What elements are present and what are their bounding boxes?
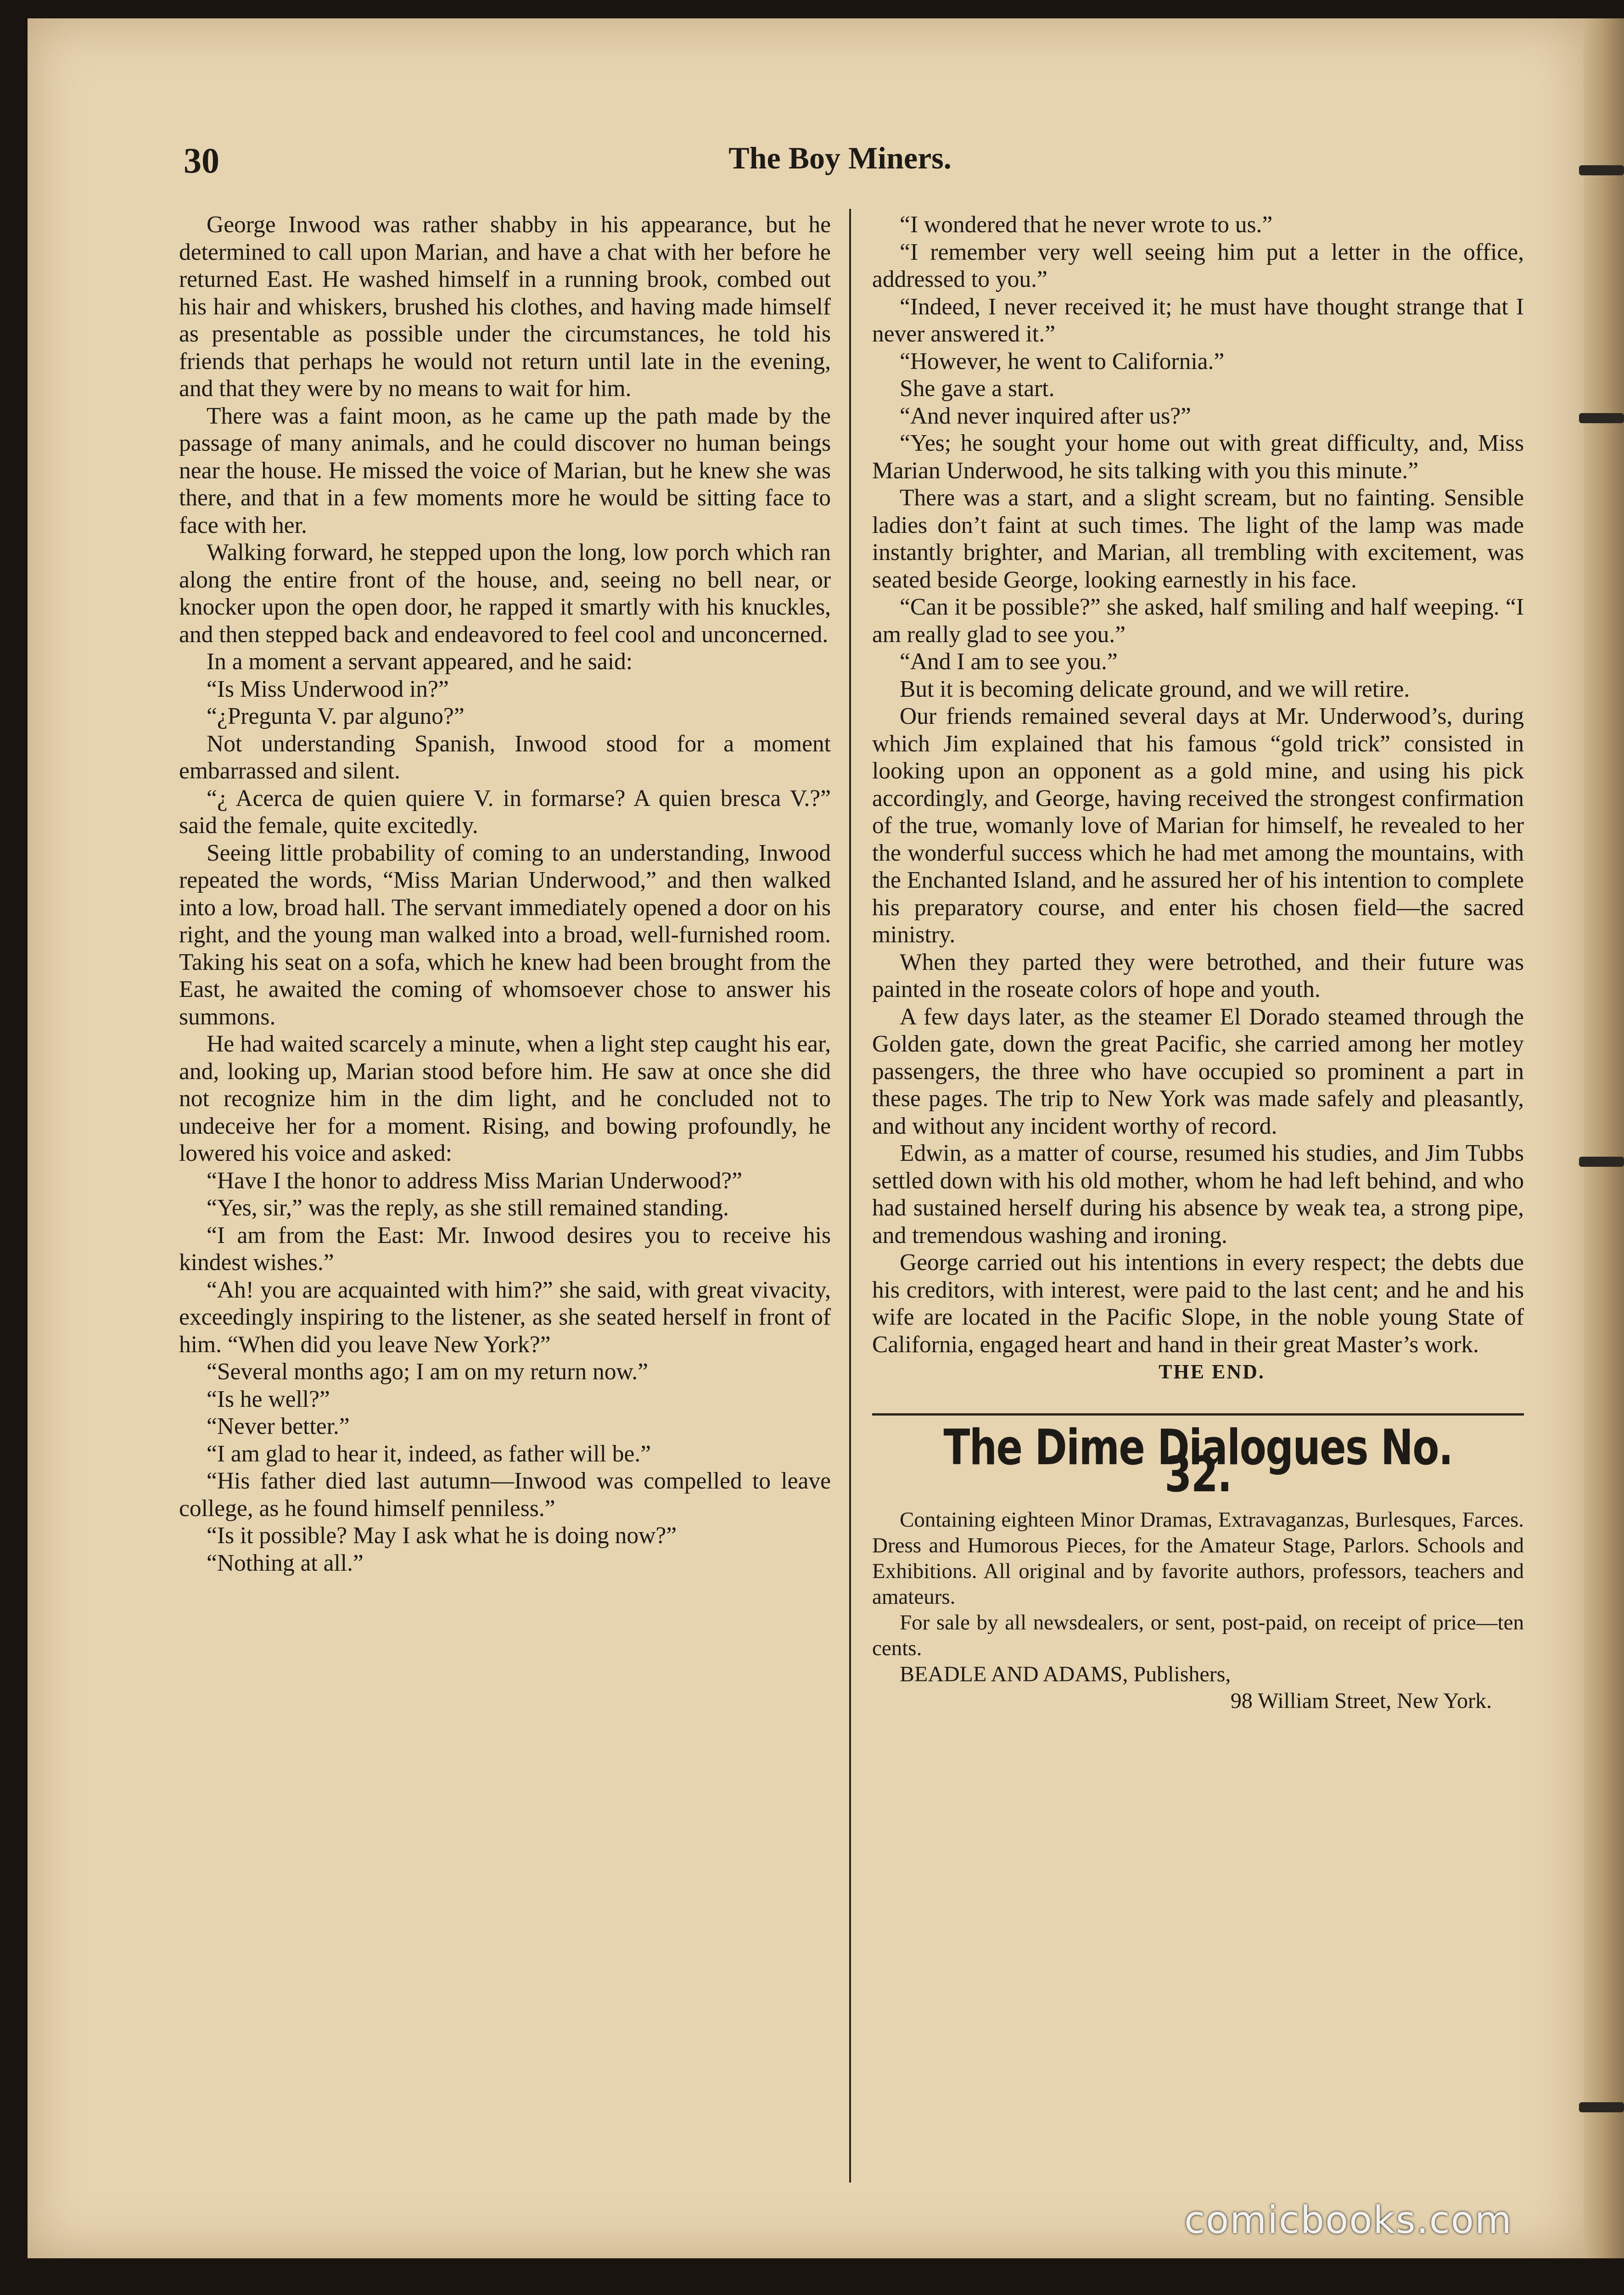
page-number: 30 <box>184 140 219 180</box>
ad-publisher: BEADLE AND ADAMS, Publishers, <box>900 1662 1231 1686</box>
paragraph: When they parted they were betrothed, and their future was painted in the roseate colors of hope and youth. <box>872 949 1524 1002</box>
ad-address: 98 William Street, New York. <box>1230 1688 1492 1713</box>
paragraph: “Nothing at all.” <box>207 1550 364 1576</box>
paragraph: “I am glad to hear it, indeed, as father will be.” <box>207 1440 651 1467</box>
paragraph: “Never better.” <box>207 1413 350 1439</box>
paragraph: “Indeed, I never received it; he must have thought strange that I never answered it.” <box>872 293 1524 347</box>
staple-top <box>1579 165 1624 175</box>
paragraph: “His father died last autumn—Inwood was compelled to leave college, as he found himself penniless.” <box>179 1468 831 1522</box>
page-header <box>156 135 1524 186</box>
paragraph: Walking forward, he stepped upon the long, low porch which ran along the entire front of the house, and, seeing no bell near, or knocker upon the open door, he rapped it smartly with his knuckles, and then stepped back and endeavored to feel cool and unconcerned. <box>179 539 831 648</box>
paragraph: “Ah! you are acquainted with him?” she said, with great vivacity, exceedingly inspiring to the listener, as she seated herself in front of him. “When did you leave New York?” <box>179 1276 831 1358</box>
paragraph: “Several months ago; I am on my return now.” <box>207 1359 649 1385</box>
staple-middle <box>1579 1157 1624 1167</box>
staple-upper <box>1579 413 1624 423</box>
site-watermark: comicbooks.com <box>1184 2199 1512 2242</box>
paragraph: “Is Miss Underwood in?” <box>207 676 449 702</box>
left-text-column <box>179 211 831 1577</box>
paragraph: “I wondered that he never wrote to us.” <box>900 212 1273 238</box>
paragraph: “Can it be possible?” she asked, half smiling and half weeping. “I am really glad to see you.” <box>872 594 1524 648</box>
end-mark: THE END. <box>1159 1360 1265 1383</box>
paragraph: “Is he well?” <box>207 1386 330 1412</box>
magazine-page <box>28 18 1584 2258</box>
ad-title: The Dime Dialogues No. 32. <box>943 1419 1453 1503</box>
paragraph: But it is becoming delicate ground, and we will retire. <box>900 676 1410 702</box>
page-edge <box>1584 18 1624 2258</box>
paragraph: George Inwood was rather shabby in his appearance, but he determined to call upon Marian, and have a chat with her before he returned East. He washed himself in a running brook, combed out his hair and whiskers, brushed his clothes, and having made himself as presentable as possible under the circumstances, he told his friends that perhaps he would not return until late in the evening, and that they were by no means to wait for him. <box>179 212 831 402</box>
paragraph: “However, he went to California.” <box>900 348 1225 375</box>
paragraph: There was a faint moon, as he came up the path made by the passage of many animals, and he could discover no human beings near the house. He missed the voice of Marian, but he knew she was there, and that in a few moments more he would be sitting face to face with her. <box>179 403 831 538</box>
paragraph: “I remember very well seeing him put a letter in the office, addressed to you.” <box>872 239 1524 292</box>
paragraph: “And I am to see you.” <box>900 649 1118 675</box>
staple-bottom <box>1579 2102 1624 2112</box>
ad-description: Containing eighteen Minor Dramas, Extravaganzas, Burlesques, Farces. Dress and Humorous Pieces, for the Amateur Stage, Parlors. Schools and Exhibitions. All original and by favorite authors, professors, teachers and amateurs. <box>872 1507 1524 1609</box>
right-text-column <box>872 211 1524 1714</box>
paragraph: A few days later, as the steamer El Dorado steamed through the Golden gate, down the great Pacific, she carried among her motley passengers, the three who have occupied so prominent a part in these pages. The trip to New York was made safely and pleasantly, and without any incident worthy of record. <box>872 1003 1524 1139</box>
paragraph: He had waited scarcely a minute, when a light step caught his ear, and, looking up, Marian stood before him. He saw at once she did not recognize him in the dim light, and he concluded not to undeceive her for a moment. Rising, and bowing profoundly, he lowered his voice and asked: <box>179 1031 831 1166</box>
column-divider <box>849 209 851 2183</box>
paragraph: There was a start, and a slight scream, but no fainting. Sensible ladies don’t faint at such times. The light of the lamp was made instantly brighter, and Marian, all trembling with excitement, was seated beside George, looking earnestly in his face. <box>872 485 1524 593</box>
paragraph: Not understanding Spanish, Inwood stood for a moment embarrassed and silent. <box>179 730 831 784</box>
paragraph: Our friends remained several days at Mr. Underwood’s, during which Jim explained that his famous “gold trick” consisted in looking upon an opponent as a gold mine, and using his pick accordingly, and George, having received the strongest confirmation of the true, womanly love of Marian for himself, he revealed to her the wonderful success which he had met among the mountains, with the Enchanted Island, and he assured her of his intention to complete his preparatory course, and enter his chosen field—the sacred ministry. <box>872 703 1524 948</box>
paragraph: “Have I the honor to address Miss Marian Underwood?” <box>207 1167 742 1194</box>
paragraph: “Yes, sir,” was the reply, as she still remained standing. <box>207 1195 729 1221</box>
paragraph: “I am from the East: Mr. Inwood desires you to receive his kindest wishes.” <box>179 1222 831 1276</box>
paragraph: In a moment a servant appeared, and he said: <box>207 649 633 675</box>
paragraph: “¿Pregunta V. par alguno?” <box>207 703 465 729</box>
paragraph: “And never inquired after us?” <box>900 403 1191 429</box>
paragraph: “¿ Acerca de quien quiere V. in formarse? A quien bresca V.?” said the female, quite excitedly. <box>179 785 831 839</box>
ad-sale-info: For sale by all newsdealers, or sent, post-paid, on receipt of price—ten cents. <box>872 1610 1524 1660</box>
paragraph: George carried out his intentions in every respect; the debts due his creditors, with interest, were paid to the last cent; and he and his wife are located in the Pacific Slope, in the noble young State of California, engaged heart and hand in their great Master’s work. <box>872 1249 1524 1358</box>
paragraph: “Is it possible? May I ask what he is doing now?” <box>207 1523 677 1549</box>
advertisement <box>872 1413 1524 1714</box>
paragraph: Edwin, as a matter of course, resumed his studies, and Jim Tubbs settled down with his old mother, whom he had left behind, and who had sustained herself during his absence by weak tea, a strong pipe, and tremendous washing and ironing. <box>872 1140 1524 1248</box>
paragraph: Seeing little probability of coming to an understanding, Inwood repeated the words, “Miss Marian Underwood,” and then walked into a low, broad hall. The servant immediately opened a door on his right, and the young man walked into a broad, well-furnished room. Taking his seat on a sofa, which he knew had been brought from the East, he awaited the coming of whomsoever chose to answer his summons. <box>179 840 831 1030</box>
story-conclusion <box>872 211 1524 1358</box>
running-title: The Boy Miners. <box>728 140 952 175</box>
paragraph: She gave a start. <box>900 375 1055 402</box>
paragraph: “Yes; he sought your home out with great difficulty, and, Miss Marian Underwood, he sits talking with you this minute.” <box>872 430 1524 484</box>
